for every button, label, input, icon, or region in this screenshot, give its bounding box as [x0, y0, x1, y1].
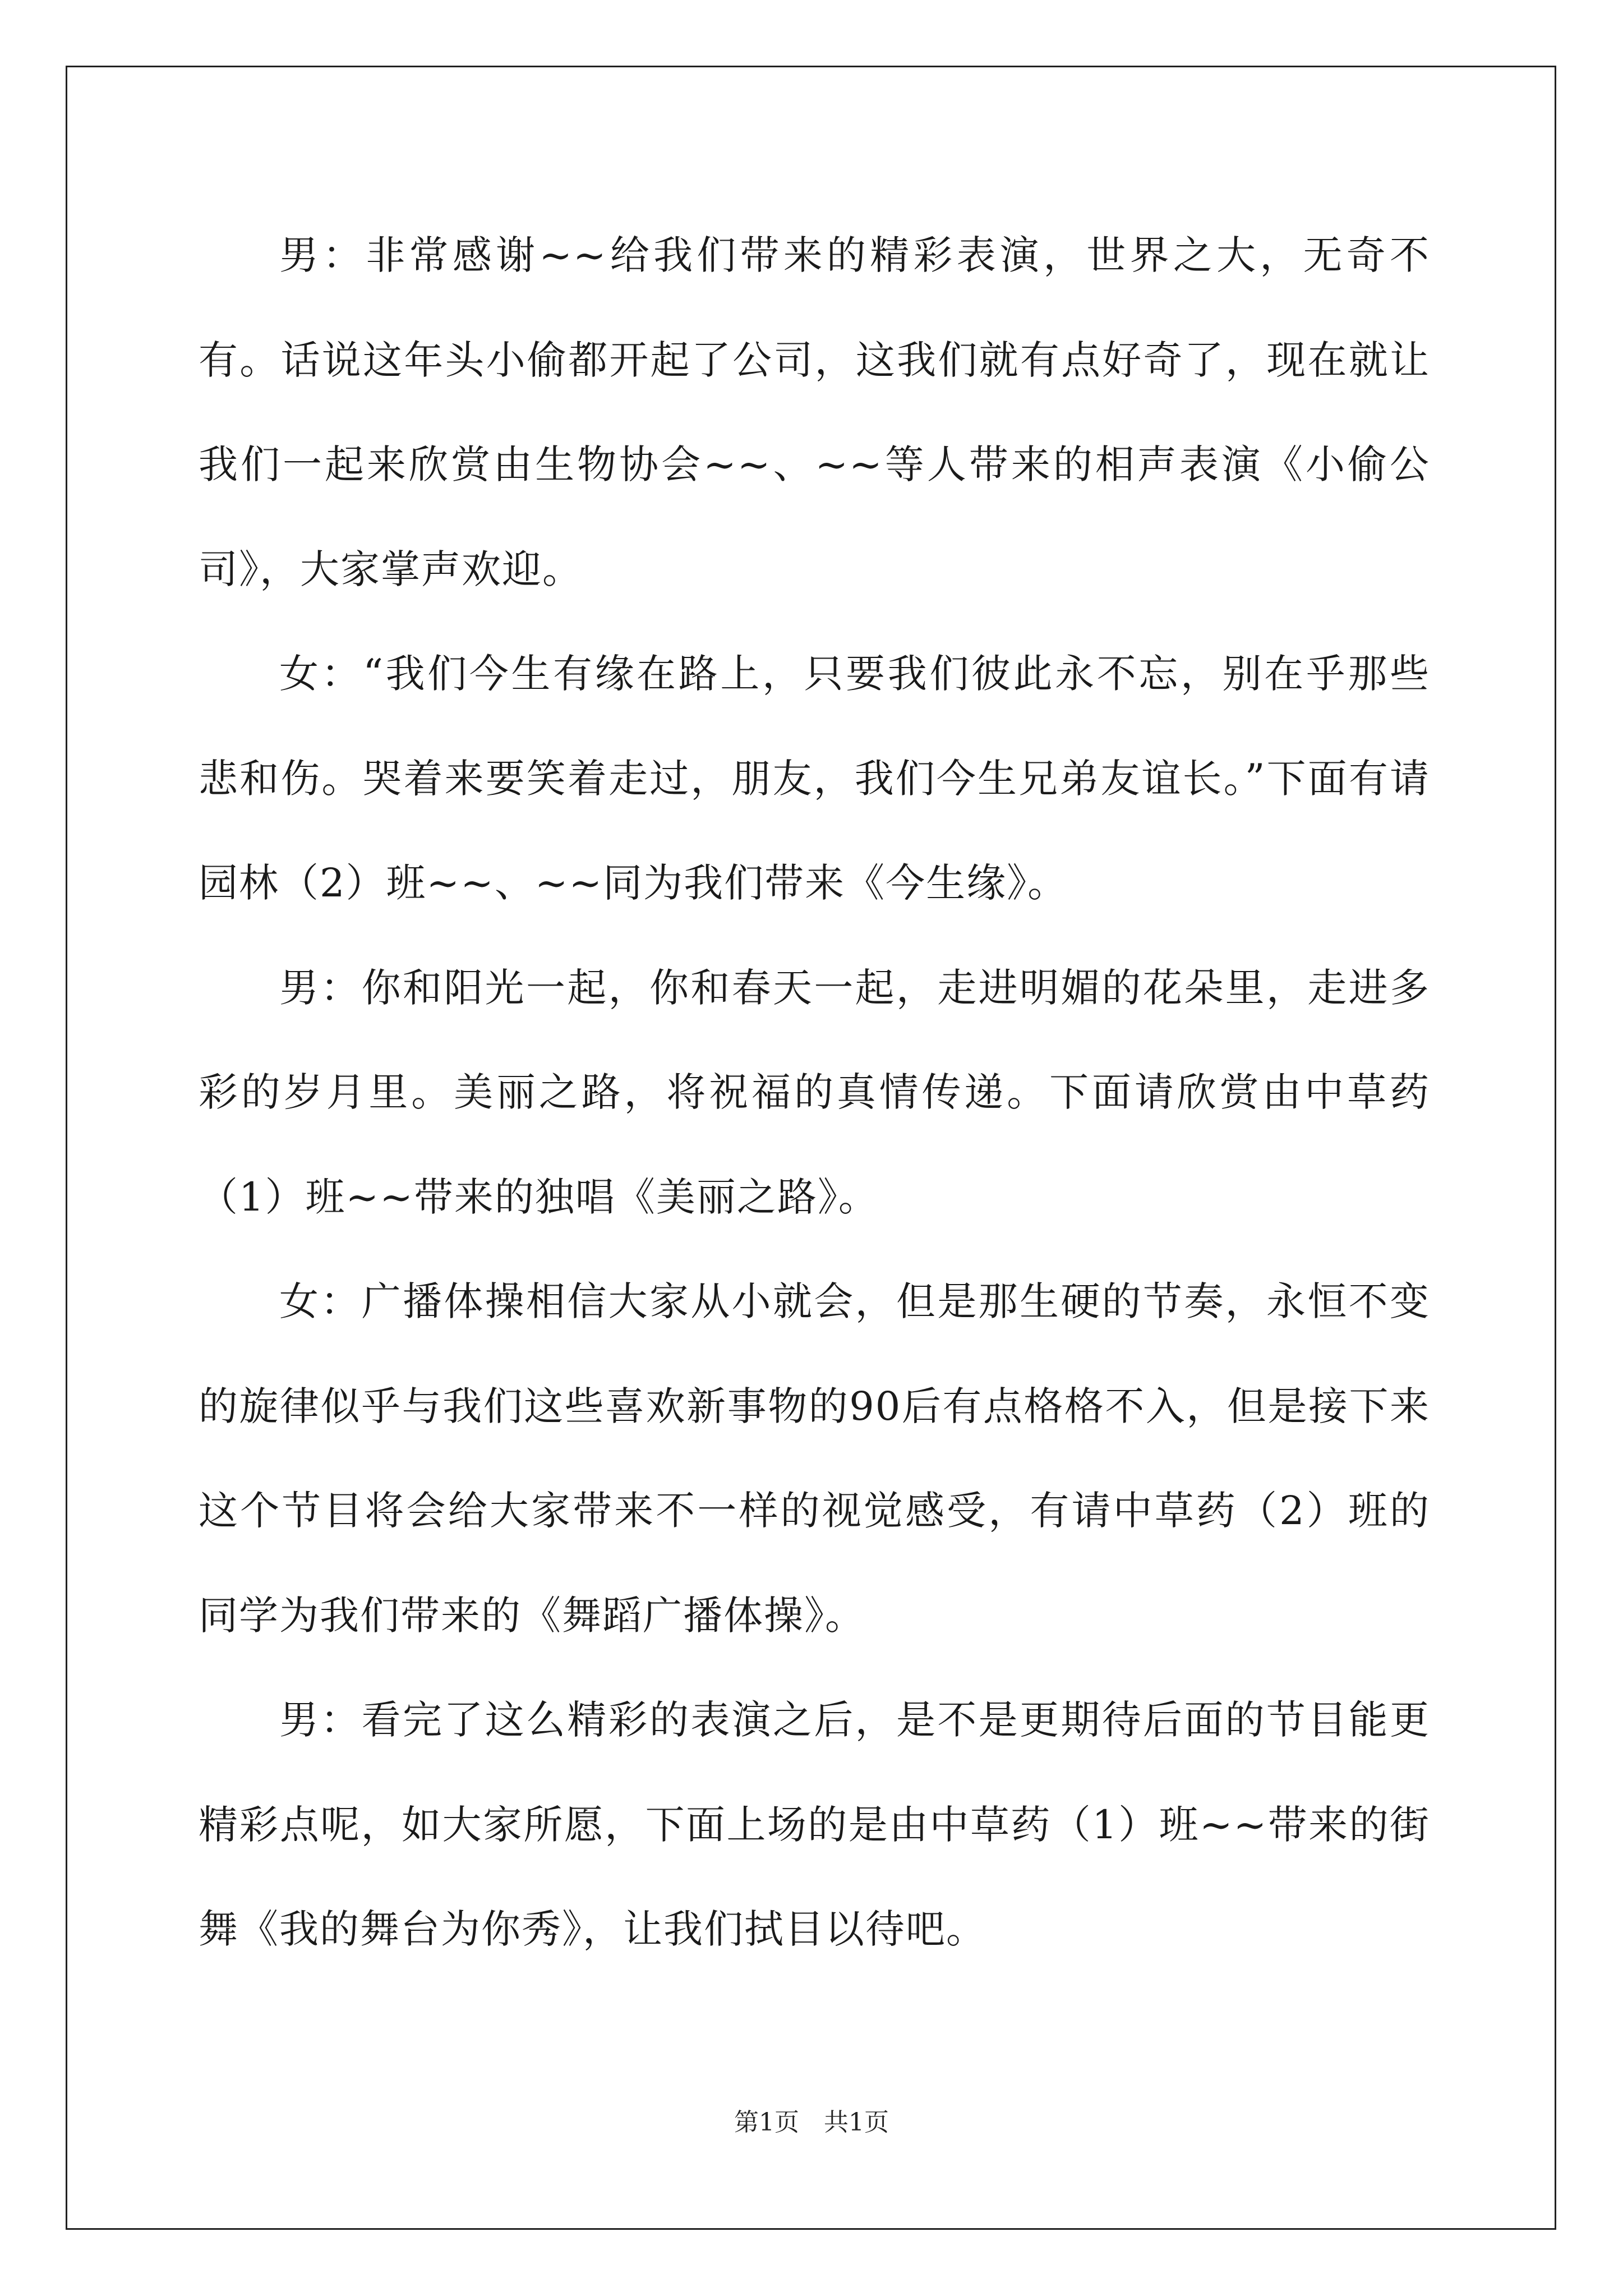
paragraph-2: 女：“我们今生有缘在路上，只要我们彼此永不忘，别在乎那些悲和伤。哭着来要笑着走过，朋友，我们今生兄弟友谊长。”下面有请园林（2）班~~、~~同为我们带来《今生缘》。 [199, 651, 1430, 906]
page-number-footer: 第1页 共1页 [734, 2108, 889, 2137]
paragraph-3: 男：你和阳光一起，你和春天一起，走进明媚的花朵里，走进多彩的岁月里。美丽之路，将祝福的真情传递。下面请欣赏由中草药（1）班~~带来的独唱《美丽之路》。 [199, 964, 1430, 1220]
paragraph-1: 男：非常感谢~~给我们带来的精彩表演，世界之大，无奇不有。话说这年头小偷都开起了公司，这我们就有点好奇了，现在就让我们一起来欣赏由生物协会~~、~~等人带来的相声表演《小偷公司》，大家掌声欢迎。 [199, 232, 1430, 592]
document-body [199, 203, 1430, 1982]
paragraph-5: 男：看完了这么精彩的表演之后，是不是更期待后面的节目能更精彩点呢，如大家所愿，下面上场的是由中草药（1）班~~带来的街舞《我的舞台为你秀》，让我们拭目以待吧。 [199, 1697, 1430, 1952]
paragraph-4: 女：广播体操相信大家从小就会，但是那生硬的节奏，永恒不变的旋律似乎与我们这些喜欢新事物的90后有点格格不入，但是接下来这个节目将会给大家带来不一样的视觉感受，有请中草药（2）班的同学为我们带来的《舞蹈广播体操》。 [199, 1278, 1430, 1639]
